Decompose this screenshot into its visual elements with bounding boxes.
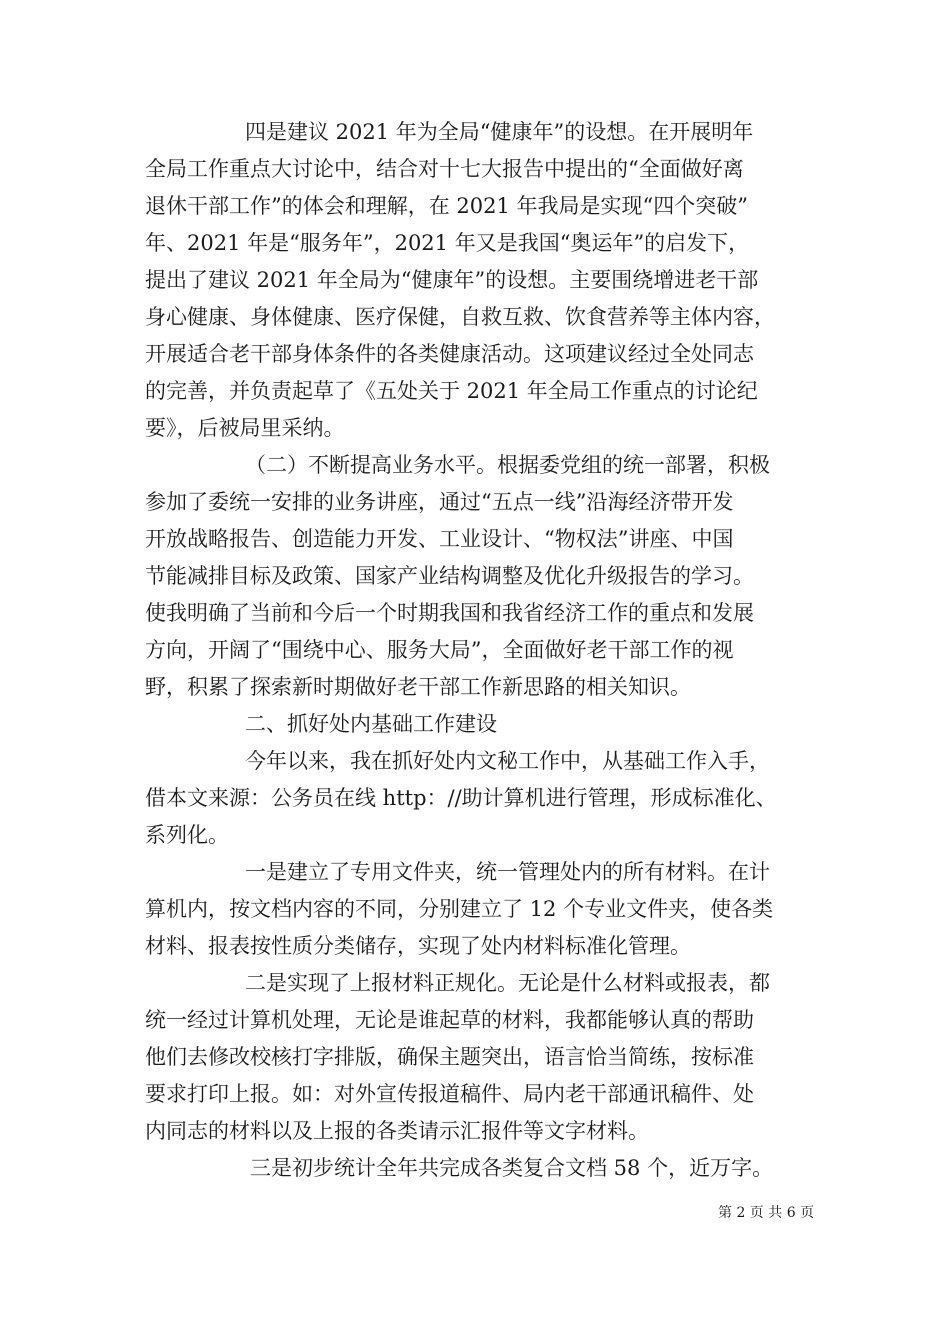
text-line: 今年以来，我在抓好处内文秘工作中，从基础工作入手，	[245, 749, 770, 773]
text-line: 年、2021 年是“服务年”，2021 年又是我国“奥运年”的启发下，	[145, 231, 750, 255]
text-line: 使我明确了当前和今后一个时期我国和我省经济工作的重点和发展	[145, 601, 754, 625]
text-line: 他们去修改校核打字排版，确保主题突出，语言恰当简练，按标准	[145, 1045, 754, 1069]
text-line: 要求打印上报。如：对外宣传报道稿件、局内老干部通讯稿件、处	[145, 1082, 754, 1106]
text-line: 身心健康、身体健康、医疗保健，自救互救、饮食营养等主体内容，	[145, 305, 775, 329]
text-line: 参加了委统一安排的业务讲座，通过“五点一线”沿海经济带开发	[145, 490, 734, 514]
text-line: 方向，开阔了“围绕中心、服务大局”，全面做好老干部工作的视	[145, 638, 734, 662]
text-line: 野，积累了探索新时期做好老干部工作新思路的相关知识。	[145, 675, 691, 699]
text-line: 算机内，按文档内容的不同，分别建立了 12 个专业文件夹，使各类	[145, 897, 774, 921]
text-line: 全局工作重点大讨论中，结合对十七大报告中提出的“全面做好离	[145, 157, 744, 181]
text-line: 开放战略报告、创造能力开发、工业设计、“物权法”讲座、中国	[145, 527, 734, 551]
text-line: 系列化。	[145, 823, 229, 847]
text-line: 开展适合老干部身体条件的各类健康活动。这项建议经过全处同志	[145, 342, 754, 366]
text-line: 提出了建议 2021 年全局为“健康年”的设想。主要围绕增进老干部	[145, 268, 759, 292]
text-line: 退休干部工作”的体会和理解，在 2021 年我局是实现“四个突破”	[145, 194, 748, 218]
page-number-footer: 第 2 页 共 6 页	[718, 1205, 815, 1221]
text-line: 的完善，并负责起草了《五处关于 2021 年全局工作重点的讨论纪	[145, 379, 758, 403]
section-heading: 二、抓好处内基础工作建设	[245, 712, 497, 736]
text-line: 四是建议 2021 年为全局“健康年”的设想。在开展明年	[245, 120, 754, 144]
text-line: 节能减排目标及政策、国家产业结构调整及优化升级报告的学习。	[145, 564, 754, 588]
section-heading: （二）不断提高业务水平。根据委党组的统一部署，积极	[245, 453, 770, 477]
text-line: 材料、报表按性质分类储存，实现了处内材料标准化管理。	[145, 934, 691, 958]
text-line: 借本文来源：公务员在线 http：//助计算机进行管理，形成标准化、	[145, 786, 777, 810]
text-line: 要》，后被局里采纳。	[145, 416, 345, 440]
text-line: 统一经过计算机处理，无论是谁起草的材料，我都能够认真的帮助	[145, 1008, 754, 1032]
text-line: 一是建立了专用文件夹，统一管理处内的所有材料。在计	[245, 860, 770, 884]
text-line: 内同志的材料以及上报的各类请示汇报件等文字材料。	[145, 1119, 649, 1143]
text-line: 三是初步统计全年共完成各类复合文档 58 个，近万字。	[250, 1156, 774, 1180]
text-line: 二是实现了上报材料正规化。无论是什么材料或报表，都	[245, 971, 770, 995]
